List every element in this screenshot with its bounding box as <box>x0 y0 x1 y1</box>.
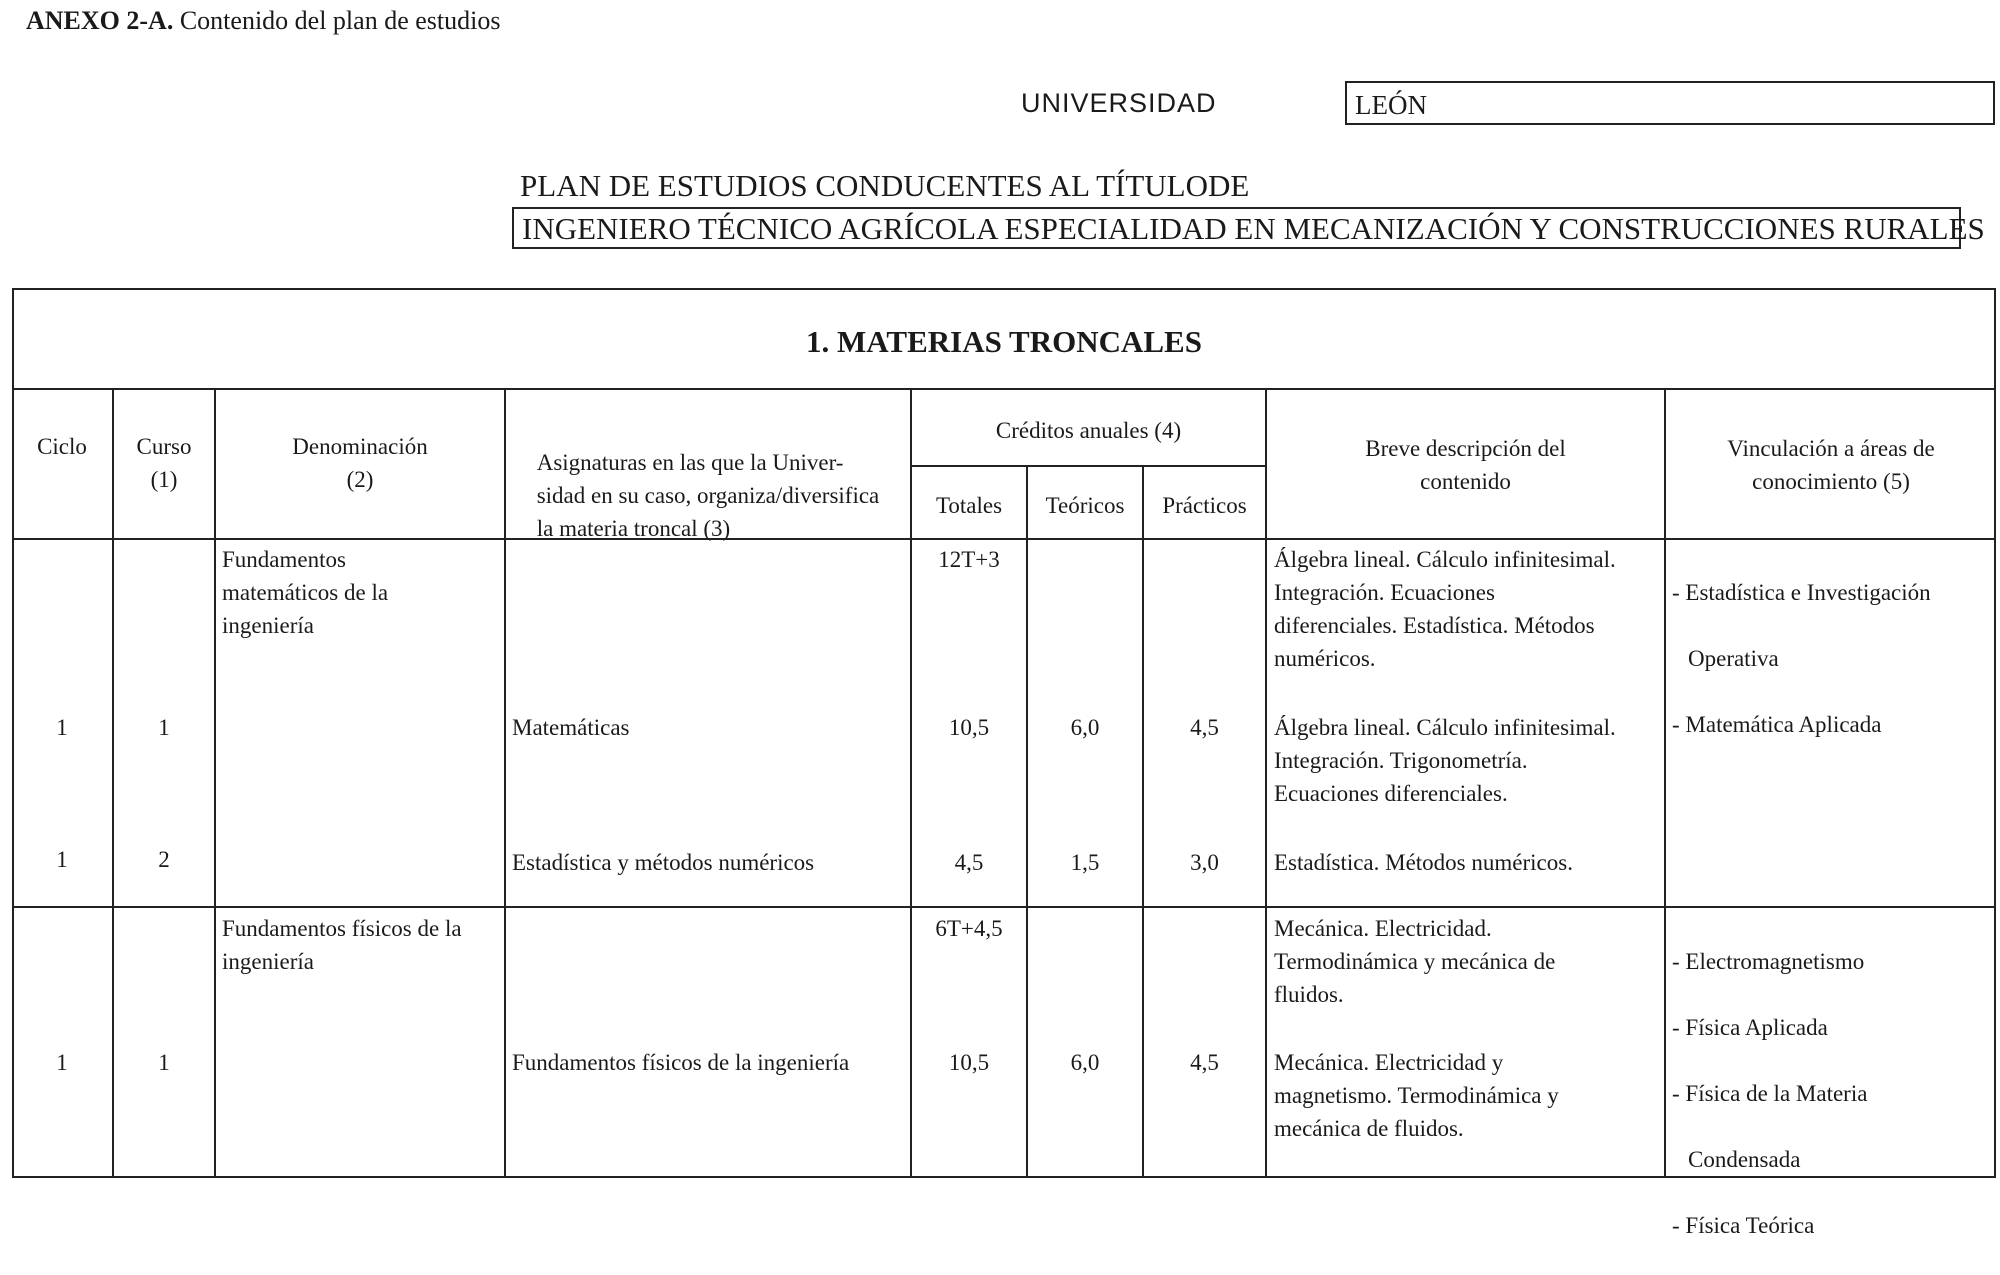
row-curso: 1 <box>158 1050 170 1075</box>
col-header-creditos: Créditos anuales (4) <box>995 418 1182 443</box>
annex-heading <box>26 6 500 36</box>
row-curso: 2 <box>158 847 170 872</box>
row-totales: 10,5 <box>948 1050 990 1075</box>
row-totales: 4,5 <box>954 850 984 875</box>
row-descripcion: Álgebra lineal. Cálculo infinitesimal. Integración. Trigonometría. Ecuaciones diferenciales. <box>1274 715 1616 806</box>
row-ciclo: 1 <box>56 1050 68 1075</box>
group-totales: 12T+3 <box>938 547 1000 572</box>
row-curso: 1 <box>158 715 170 740</box>
row-practicos: 4,5 <box>1190 715 1219 740</box>
area-item: - Física Aplicada <box>1672 1015 1828 1040</box>
group-totales: 6T+4,5 <box>935 916 1003 941</box>
row-ciclo: 1 <box>56 847 68 872</box>
col-header-totales: Totales <box>935 493 1003 518</box>
col-divider <box>1664 388 1666 1178</box>
row-asignatura: Fundamentos físicos de la ingeniería <box>512 1050 850 1075</box>
plan-label: PLAN DE ESTUDIOS CONDUCENTES AL TÍTULODE <box>520 168 1250 203</box>
title-divider <box>12 388 1996 390</box>
row-descripcion: Mecánica. Electricidad y magnetismo. Termodinámica y mecánica de fluidos. <box>1274 1050 1559 1141</box>
plan-title-field <box>512 207 1985 249</box>
col-header-ciclo: Ciclo <box>37 434 87 459</box>
group-divider <box>12 906 1996 908</box>
row-asignatura: Estadística y métodos numéricos <box>512 850 815 875</box>
area-item: - Física Teórica <box>1672 1213 1815 1238</box>
col-header-teoricos: Teóricos <box>1045 493 1125 518</box>
col-header-curso: Curso (1) <box>136 434 192 492</box>
row-practicos: 3,0 <box>1190 850 1219 875</box>
creditos-divider <box>910 465 1266 467</box>
group-denominacion: Fundamentos matemáticos de la ingeniería <box>222 547 389 638</box>
row-practicos: 4,5 <box>1190 1050 1219 1075</box>
col-header-practicos: Prácticos <box>1162 493 1247 518</box>
area-item: - Matemática Aplicada <box>1672 712 1882 737</box>
row-ciclo: 1 <box>56 715 68 740</box>
area-item: Condensada <box>1688 1147 1801 1172</box>
header-divider <box>12 538 1996 540</box>
col-header-denominacion: Denominación (2) <box>292 434 428 492</box>
group-areas <box>1672 912 1992 1275</box>
group-denominacion: Fundamentos físicos de la ingeniería <box>222 916 462 974</box>
university-field <box>1345 81 1995 125</box>
group-areas <box>1672 543 1992 774</box>
area-item: Operativa <box>1688 646 1779 671</box>
plan-title: INGENIERO TÉCNICO AGRÍCOLA ESPECIALIDAD EN MECANIZACIÓN Y CONSTRUCCIONES RURALES <box>522 211 1985 246</box>
group-descripcion: Mecánica. Electricidad. Termodinámica y mecánica de fluidos. <box>1274 916 1556 1007</box>
group-descripcion: Álgebra lineal. Cálculo infinitesimal. Integración. Ecuaciones diferenciales. Estadística. Métodos numéricos. <box>1274 547 1616 671</box>
col-header-descripcion: Breve descripción del contenido <box>1365 436 1566 494</box>
row-teoricos: 1,5 <box>1070 850 1100 875</box>
row-teoricos: 6,0 <box>1070 1050 1100 1075</box>
row-descripcion: Estadística. Métodos numéricos. <box>1274 850 1573 875</box>
col-header-vinculacion: Vinculación a áreas de conocimiento (5) <box>1727 436 1935 494</box>
area-item: - Electromagnetismo <box>1672 949 1865 974</box>
annex-label: ANEXO 2-A. <box>26 6 174 35</box>
table-title: 1. MATERIAS TRONCALES <box>806 324 1202 359</box>
area-item: - Estadística e Investigación <box>1672 580 1931 605</box>
university-label: UNIVERSIDAD <box>1021 88 1217 118</box>
university-value: LEÓN <box>1355 90 1427 120</box>
col-divider <box>214 388 216 1178</box>
col-divider <box>1265 388 1267 1178</box>
row-teoricos: 6,0 <box>1070 715 1100 740</box>
annex-text: Contenido del plan de estudios <box>179 6 501 35</box>
asignaturas-header-text: Asignaturas en las que la Univer- sidad en su caso, organiza/diversifica la materia troncal (3) <box>536 450 880 541</box>
col-header-asignaturas <box>506 413 910 545</box>
row-asignatura: Matemáticas <box>512 715 630 740</box>
row-totales: 10,5 <box>948 715 990 740</box>
area-item: - Física de la Materia <box>1672 1081 1868 1106</box>
